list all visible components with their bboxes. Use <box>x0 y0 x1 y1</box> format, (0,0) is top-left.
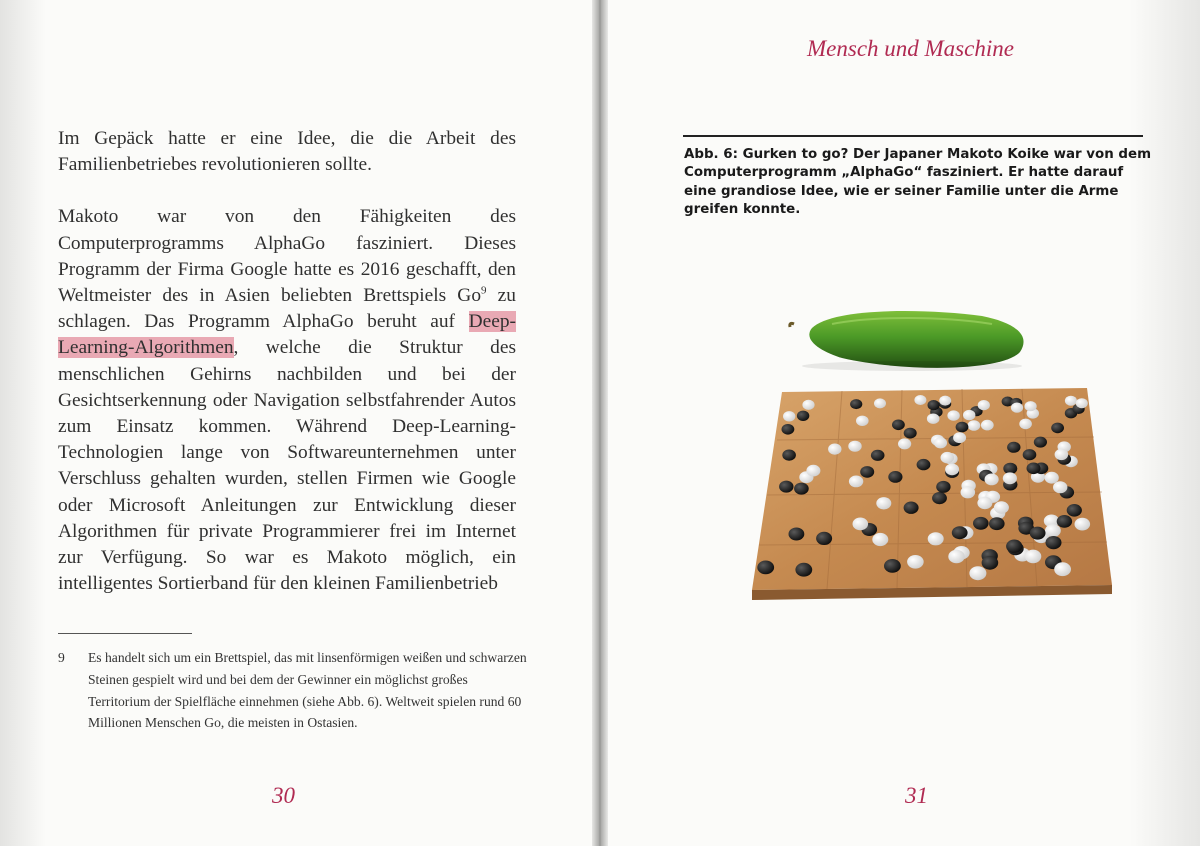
go-stone <box>1065 396 1077 406</box>
go-stone <box>928 400 940 410</box>
book-gutter <box>592 0 608 846</box>
figure-caption: Abb. 6: Gurken to go? Der Japaner Makoto Koike war von dem Computerprogramm „AlphaGo“ fasziniert. Er hatte darauf eine grandiose Idee, wie er seiner Familie unter die Arme greifen konnte. <box>684 147 1152 218</box>
go-stone <box>978 400 990 410</box>
cucumber <box>790 311 1024 368</box>
paragraph: Im Gepäck hatte er eine Idee, die die Arbeit des Familienbetriebes revolutionieren sollte. <box>58 128 516 176</box>
go-stone <box>871 450 885 461</box>
go-stone <box>1076 398 1088 408</box>
go-stone <box>952 526 968 539</box>
go-stone <box>968 420 981 431</box>
go-stone <box>941 452 955 463</box>
go-stone <box>977 497 992 509</box>
go-stone <box>860 466 874 478</box>
go-stone <box>848 441 861 452</box>
go-stone <box>1027 463 1041 475</box>
go-stone <box>898 438 911 449</box>
go-stone <box>1067 504 1082 517</box>
page-edge-shadow <box>0 0 46 846</box>
go-stone <box>795 563 812 577</box>
go-stone <box>928 532 944 545</box>
go-stone <box>884 559 901 573</box>
go-stone <box>1030 527 1046 540</box>
go-stone <box>806 465 820 477</box>
go-stone <box>876 497 891 509</box>
go-stone <box>794 483 809 495</box>
go-stone <box>982 556 999 570</box>
go-stone <box>947 410 959 420</box>
go-stone <box>856 416 869 426</box>
body-text <box>58 126 516 623</box>
right-page <box>602 0 1200 846</box>
go-stone <box>892 420 905 431</box>
go-stone <box>985 474 999 486</box>
text-span: zu schlagen. Das Programm AlphaGo beruht auf <box>58 285 516 333</box>
footnote-reference: 9 <box>481 284 487 297</box>
go-stone <box>934 437 947 448</box>
go-stone <box>948 550 964 564</box>
go-stone <box>850 399 862 409</box>
go-stone <box>904 428 917 439</box>
go-stone <box>1045 524 1061 537</box>
go-stone <box>939 396 951 406</box>
go-stone <box>1034 437 1047 448</box>
go-stone <box>816 532 832 545</box>
go-stone <box>849 476 863 488</box>
footnote-number: 9 <box>58 650 65 665</box>
page-number: 30 <box>272 783 295 808</box>
go-stone <box>994 501 1009 513</box>
text-span: , welche die Struktur des menschlichen Gehirns nachbilden und bei der Gesichtserkennung oder Navigation selbstfahrender Autos zum Einsatz kommen. Während Deep-Learning-Technologien lange von Softwareunternehmen unter Verschluss gehalten wurden, stellen Firmen wie Google oder Microsoft Anleitungen zur Entwicklung dieser Algorithmen für private Programmierer frei im Internet zur Verfügung. So war es Makoto möglich, ein intelligentes Sortierband für den kleinen Familienbetrieb <box>58 337 516 595</box>
page-number: 31 <box>905 783 928 808</box>
go-stone <box>961 486 976 498</box>
go-stone <box>956 422 969 433</box>
go-stone <box>1055 449 1069 460</box>
go-stone <box>1054 562 1071 576</box>
go-stone <box>914 395 926 405</box>
page-edge-shadow <box>1130 0 1200 846</box>
running-head: Mensch und Maschine <box>807 36 1014 61</box>
go-stone <box>1057 515 1072 528</box>
go-stone <box>927 414 940 424</box>
go-stone <box>907 555 924 569</box>
go-stone <box>953 432 966 443</box>
go-stone <box>1053 481 1067 493</box>
caption-rule <box>683 135 1143 137</box>
go-stone <box>872 533 888 546</box>
go-stone <box>779 481 793 493</box>
go-stone <box>936 481 950 493</box>
go-stone <box>932 492 947 504</box>
footnote-text: Es handelt sich um ein Brettspiel, das mit linsenförmigen weißen und schwarzen Steinen gespielt wird und bei dem der Gewinner ein möglichst großes Territorium der Spielfläche einnehmen (siehe Abb. 6). Weltweit spielen rund 60 Millionen Menschen Go, die meisten in Ostasien. <box>88 650 527 731</box>
go-stone <box>1046 536 1062 549</box>
highlighted-term: Deep-Learning-Algorithmen <box>58 311 516 359</box>
go-stone <box>783 411 795 421</box>
go-stone <box>874 398 886 408</box>
footnote-divider <box>58 633 192 634</box>
go-stone <box>1019 419 1032 430</box>
go-stone <box>828 444 841 455</box>
go-stone <box>782 424 795 435</box>
go-stone <box>888 471 902 483</box>
figure-illustration <box>752 300 1132 610</box>
text-span: Makoto war von den Fähigkeiten des Computerprogramms AlphaGo fasziniert. Dieses Programm der Firma Google hatte es 2016 geschafft, den Weltmeister des in Asien beliebten Brettspiels Go <box>58 206 516 307</box>
go-stone <box>1023 449 1037 460</box>
go-stone <box>1003 472 1017 484</box>
go-stone <box>782 450 796 461</box>
go-stone <box>797 411 809 421</box>
go-stone <box>1006 540 1022 553</box>
go-stone <box>1025 401 1037 411</box>
go-stone <box>802 400 814 410</box>
go-stone <box>989 517 1005 530</box>
figure-cucumber-go-board <box>752 300 1132 610</box>
footnote <box>58 647 528 734</box>
go-stone <box>757 561 774 575</box>
go-stone <box>917 459 931 470</box>
go-stone <box>904 502 919 514</box>
go-stone <box>945 464 959 476</box>
go-stone <box>981 420 994 431</box>
go-stone <box>1045 472 1059 484</box>
paragraph <box>58 204 516 597</box>
go-stone <box>789 528 805 541</box>
go-stone <box>1007 442 1020 453</box>
go-stone <box>973 517 989 530</box>
go-stone <box>1051 423 1064 434</box>
left-page <box>0 0 598 846</box>
go-stone <box>1025 550 1041 564</box>
go-stone <box>1075 518 1091 531</box>
go-stone <box>1011 403 1023 413</box>
go-stone <box>963 410 975 420</box>
go-stone <box>853 518 869 531</box>
go-stone <box>969 566 986 580</box>
